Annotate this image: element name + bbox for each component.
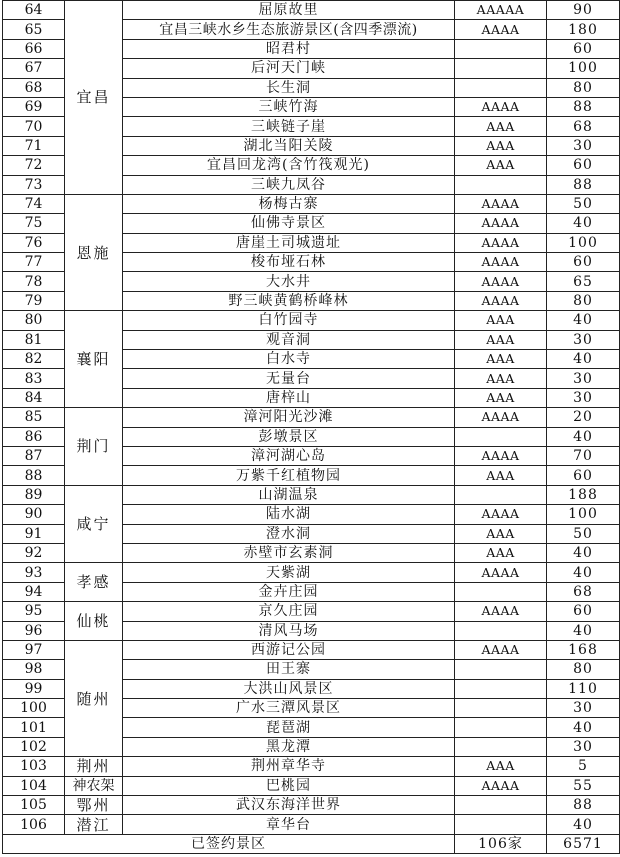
table-row: [3, 640, 620, 659]
row-number: 66: [3, 39, 65, 58]
table-container: [2, 0, 619, 854]
spot-name: 漳河湖心岛: [123, 446, 455, 465]
spot-grade: AAAA: [455, 272, 547, 291]
city-cell: 襄阳: [65, 311, 123, 408]
table-row: [3, 602, 620, 621]
spot-name: 野三峡黄鹤桥峰林: [123, 291, 455, 310]
row-number: 105: [3, 796, 65, 815]
row-number: 100: [3, 699, 65, 718]
row-number: 102: [3, 737, 65, 756]
row-number: 78: [3, 272, 65, 291]
spot-price: 40: [547, 311, 620, 330]
spot-grade: [455, 679, 547, 698]
spot-grade: [455, 582, 547, 601]
city-cell: 随州: [65, 640, 123, 756]
spot-name: 漳河阳光沙滩: [123, 408, 455, 427]
city-cell: 仙桃: [65, 602, 123, 641]
spot-name: 昭君村: [123, 39, 455, 58]
spot-price: 70: [547, 446, 620, 465]
spot-price: 88: [547, 175, 620, 194]
row-number: 74: [3, 194, 65, 213]
total-row: [3, 834, 620, 853]
row-number: 67: [3, 59, 65, 78]
row-number: 72: [3, 156, 65, 175]
row-number: 70: [3, 117, 65, 136]
spot-name: 彭墩景区: [123, 427, 455, 446]
spot-grade: AAA: [455, 369, 547, 388]
row-number: 75: [3, 214, 65, 233]
spot-price: 50: [547, 524, 620, 543]
spot-grade: [455, 78, 547, 97]
spot-grade: [455, 175, 547, 194]
spot-name: 唐梓山: [123, 388, 455, 407]
spot-name: 白竹园寺: [123, 311, 455, 330]
row-number: 86: [3, 427, 65, 446]
total-count: 106家: [455, 834, 547, 853]
spot-grade: AAAA: [455, 408, 547, 427]
spot-name: 湖北当阳关陵: [123, 136, 455, 155]
spot-name: 三峡链子崖: [123, 117, 455, 136]
spot-price: 30: [547, 737, 620, 756]
spot-name: 澄水洞: [123, 524, 455, 543]
spot-grade: [455, 815, 547, 834]
spot-grade: [455, 621, 547, 640]
spot-price: 60: [547, 253, 620, 272]
spot-name: 赤壁市玄素洞: [123, 543, 455, 562]
table-row: [3, 485, 620, 504]
spot-grade: AAA: [455, 757, 547, 776]
spot-grade: AAAA: [455, 20, 547, 39]
city-cell: 恩施: [65, 194, 123, 310]
spot-name: 琵琶湖: [123, 718, 455, 737]
spot-price: 188: [547, 485, 620, 504]
spot-grade: AAA: [455, 136, 547, 155]
spot-grade: AAA: [455, 466, 547, 485]
row-number: 92: [3, 543, 65, 562]
row-number: 94: [3, 582, 65, 601]
spot-name: 宜昌回龙湾(含竹筏观光): [123, 156, 455, 175]
spot-price: 88: [547, 796, 620, 815]
table-body: [3, 1, 620, 835]
spot-name: 清风马场: [123, 621, 455, 640]
city-cell: 鄂州: [65, 796, 123, 815]
spot-price: 80: [547, 660, 620, 679]
spot-price: 30: [547, 136, 620, 155]
spot-name: 巴桃园: [123, 776, 455, 795]
spot-name: 章华台: [123, 815, 455, 834]
spot-name: 观音洞: [123, 330, 455, 349]
spot-price: 80: [547, 291, 620, 310]
city-cell: 荆州: [65, 757, 123, 776]
spot-grade: [455, 485, 547, 504]
spot-grade: [455, 796, 547, 815]
row-number: 87: [3, 446, 65, 465]
spot-grade: AAAA: [455, 602, 547, 621]
spot-name: 三峡九凤谷: [123, 175, 455, 194]
spot-grade: AAAA: [455, 640, 547, 659]
table-row: [3, 757, 620, 776]
row-number: 71: [3, 136, 65, 155]
spot-grade: [455, 427, 547, 446]
spot-name: 大洪山风景区: [123, 679, 455, 698]
spot-grade: AAAA: [455, 194, 547, 213]
row-number: 93: [3, 563, 65, 582]
row-number: 89: [3, 485, 65, 504]
spot-name: 京久庄园: [123, 602, 455, 621]
spot-name: 宜昌三峡水乡生态旅游景区(含四季漂流): [123, 20, 455, 39]
spot-grade: AAAA: [455, 505, 547, 524]
row-number: 101: [3, 718, 65, 737]
spot-price: 40: [547, 427, 620, 446]
table-row: [3, 311, 620, 330]
spot-price: 80: [547, 78, 620, 97]
table-row: [3, 408, 620, 427]
spot-price: 100: [547, 233, 620, 252]
row-number: 68: [3, 78, 65, 97]
spot-price: 90: [547, 1, 620, 20]
row-number: 106: [3, 815, 65, 834]
spot-name: 唐崖土司城遗址: [123, 233, 455, 252]
spot-name: 大水井: [123, 272, 455, 291]
row-number: 77: [3, 253, 65, 272]
spot-grade: [455, 718, 547, 737]
spot-price: 30: [547, 388, 620, 407]
spot-grade: AAAA: [455, 563, 547, 582]
total-label: 已签约景区: [3, 834, 455, 853]
spot-name: 天紫湖: [123, 563, 455, 582]
row-number: 64: [3, 1, 65, 20]
row-number: 82: [3, 350, 65, 369]
row-number: 76: [3, 233, 65, 252]
spot-name: 长生洞: [123, 78, 455, 97]
row-number: 81: [3, 330, 65, 349]
row-number: 96: [3, 621, 65, 640]
scenic-spots-table: [2, 0, 620, 854]
row-number: 99: [3, 679, 65, 698]
spot-name: 梭布垭石林: [123, 253, 455, 272]
spot-name: 白水寺: [123, 350, 455, 369]
spot-grade: [455, 699, 547, 718]
spot-name: 杨梅古寨: [123, 194, 455, 213]
spot-price: 65: [547, 272, 620, 291]
city-cell: 宜昌: [65, 1, 123, 195]
total-sum: 6571: [547, 834, 620, 853]
city-cell: 潜江: [65, 815, 123, 834]
row-number: 91: [3, 524, 65, 543]
spot-price: 88: [547, 97, 620, 116]
spot-grade: AAAAA: [455, 1, 547, 20]
row-number: 90: [3, 505, 65, 524]
spot-grade: AAA: [455, 543, 547, 562]
spot-grade: AAA: [455, 388, 547, 407]
spot-price: 40: [547, 621, 620, 640]
spot-price: 110: [547, 679, 620, 698]
spot-name: 荆州章华寺: [123, 757, 455, 776]
spot-grade: AAA: [455, 311, 547, 330]
spot-name: 仙佛寺景区: [123, 214, 455, 233]
spot-price: 50: [547, 194, 620, 213]
spot-grade: [455, 39, 547, 58]
spot-name: 屈原故里: [123, 1, 455, 20]
table-row: [3, 194, 620, 213]
spot-grade: AAAA: [455, 214, 547, 233]
spot-price: 30: [547, 369, 620, 388]
spot-price: 30: [547, 330, 620, 349]
spot-grade: AAAA: [455, 446, 547, 465]
spot-price: 40: [547, 214, 620, 233]
spot-grade: AAA: [455, 330, 547, 349]
spot-price: 180: [547, 20, 620, 39]
spot-price: 60: [547, 602, 620, 621]
spot-grade: AAAA: [455, 776, 547, 795]
spot-price: 68: [547, 582, 620, 601]
row-number: 80: [3, 311, 65, 330]
spot-name: 田王寨: [123, 660, 455, 679]
row-number: 84: [3, 388, 65, 407]
spot-name: 万紫千红植物园: [123, 466, 455, 485]
spot-name: 三峡竹海: [123, 97, 455, 116]
spot-price: 5: [547, 757, 620, 776]
row-number: 73: [3, 175, 65, 194]
table-row: [3, 796, 620, 815]
spot-price: 100: [547, 59, 620, 78]
row-number: 69: [3, 97, 65, 116]
spot-name: 山湖温泉: [123, 485, 455, 504]
row-number: 103: [3, 757, 65, 776]
spot-price: 40: [547, 350, 620, 369]
spot-name: 西游记公园: [123, 640, 455, 659]
spot-grade: AAA: [455, 350, 547, 369]
city-cell: 孝感: [65, 563, 123, 602]
row-number: 65: [3, 20, 65, 39]
spot-grade: AAAA: [455, 97, 547, 116]
spot-grade: AAAA: [455, 253, 547, 272]
spot-name: 无量台: [123, 369, 455, 388]
city-cell: 神农架: [65, 776, 123, 795]
row-number: 97: [3, 640, 65, 659]
spot-price: 55: [547, 776, 620, 795]
city-cell: 荆门: [65, 408, 123, 486]
spot-grade: AAAA: [455, 291, 547, 310]
table-row: [3, 776, 620, 795]
spot-price: 30: [547, 699, 620, 718]
spot-price: 40: [547, 815, 620, 834]
spot-price: 100: [547, 505, 620, 524]
row-number: 104: [3, 776, 65, 795]
row-number: 95: [3, 602, 65, 621]
spot-grade: [455, 737, 547, 756]
spot-grade: AAA: [455, 117, 547, 136]
spot-grade: [455, 59, 547, 78]
table-row: [3, 563, 620, 582]
spot-price: 60: [547, 466, 620, 485]
spot-price: 68: [547, 117, 620, 136]
city-cell: 咸宁: [65, 485, 123, 563]
spot-grade: AAAA: [455, 233, 547, 252]
spot-price: 40: [547, 563, 620, 582]
spot-name: 金卉庄园: [123, 582, 455, 601]
spot-name: 后河天门峡: [123, 59, 455, 78]
spot-name: 陆水湖: [123, 505, 455, 524]
spot-grade: AAA: [455, 524, 547, 543]
spot-price: 20: [547, 408, 620, 427]
spot-price: 60: [547, 156, 620, 175]
spot-price: 60: [547, 39, 620, 58]
spot-grade: [455, 660, 547, 679]
spot-price: 40: [547, 543, 620, 562]
spot-price: 168: [547, 640, 620, 659]
spot-name: 广水三潭风景区: [123, 699, 455, 718]
spot-grade: AAA: [455, 156, 547, 175]
row-number: 83: [3, 369, 65, 388]
spot-name: 武汉东海洋世界: [123, 796, 455, 815]
table-row: [3, 1, 620, 20]
table-row: [3, 815, 620, 834]
row-number: 88: [3, 466, 65, 485]
row-number: 79: [3, 291, 65, 310]
row-number: 85: [3, 408, 65, 427]
spot-price: 40: [547, 718, 620, 737]
spot-name: 黑龙潭: [123, 737, 455, 756]
row-number: 98: [3, 660, 65, 679]
